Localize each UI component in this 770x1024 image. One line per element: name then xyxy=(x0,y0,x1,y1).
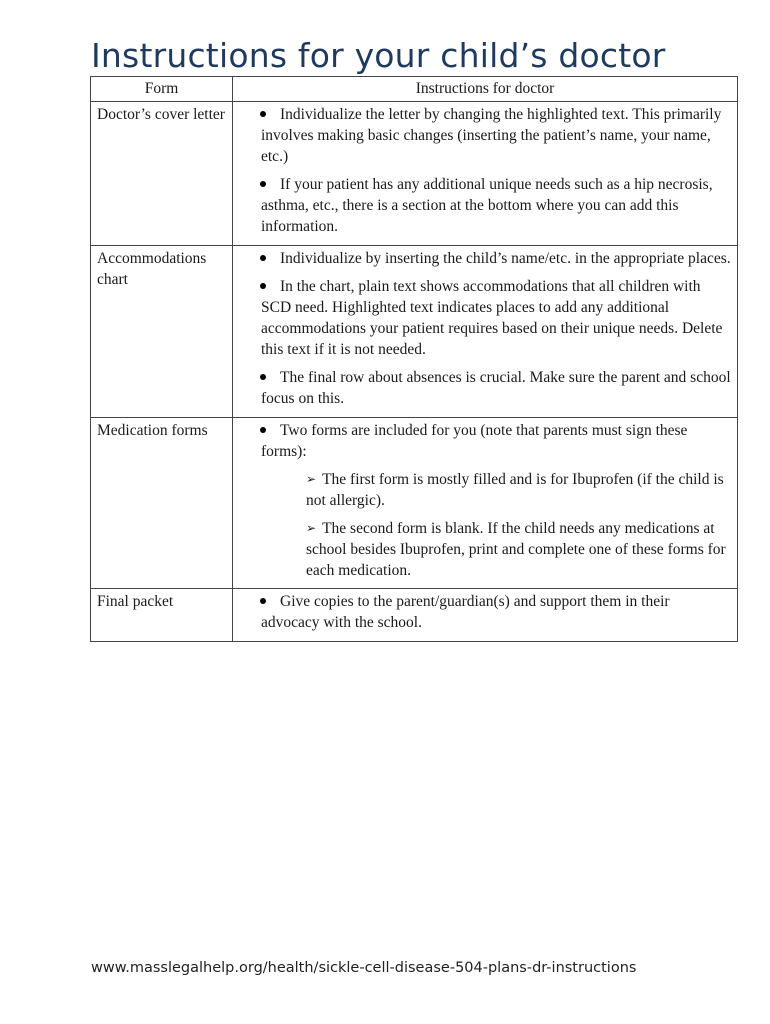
instructions-table xyxy=(90,76,738,642)
bullet-text: Two forms are included for you (note that parents must sign these forms): xyxy=(261,422,688,460)
form-cell: Medication forms xyxy=(91,418,233,589)
bullet-item xyxy=(261,367,731,409)
arrowhead-icon: ➢ xyxy=(306,521,317,535)
form-cell: Accommodations chart xyxy=(91,246,233,418)
table-row xyxy=(91,102,738,246)
bullet-text: In the chart, plain text shows accommodations that all children with SCD need. Highlighted text indicates places to add any additional accommodations your patient requires based on their unique needs. Delete this text if it is not needed. xyxy=(261,278,723,358)
bullet-icon xyxy=(260,427,266,433)
table-row xyxy=(91,418,738,589)
table-row xyxy=(91,246,738,418)
arrowhead-icon: ➢ xyxy=(306,472,317,486)
instructions-cell xyxy=(233,246,738,418)
page-title: Instructions for your child’s doctor xyxy=(91,36,666,75)
sub-bullet-text: The second form is blank. If the child needs any medications at school besides Ibuprofen, print and complete one of these forms for each medication. xyxy=(306,520,726,579)
sub-bullet-item xyxy=(306,518,731,581)
bullet-text: Individualize by inserting the child’s name/etc. in the appropriate places. xyxy=(280,250,731,267)
instructions-cell xyxy=(233,418,738,589)
bullet-icon xyxy=(260,181,266,187)
bullet-item xyxy=(261,104,731,167)
bullet-item xyxy=(261,248,731,269)
bullet-item xyxy=(261,276,731,360)
bullet-text: If your patient has any additional unique needs such as a hip necrosis, asthma, etc., there is a section at the bottom where you can add this information. xyxy=(261,176,713,235)
bullet-icon xyxy=(260,598,266,604)
bullet-icon xyxy=(260,255,266,261)
form-cell: Final packet xyxy=(91,589,233,642)
sub-bullet-item xyxy=(306,469,731,511)
bullet-icon xyxy=(260,283,266,289)
footer-url: www.masslegalhelp.org/health/sickle-cell-disease-504-plans-dr-instructions xyxy=(91,960,637,976)
sub-bullet-text: The first form is mostly filled and is for Ibuprofen (if the child is not allergic). xyxy=(306,471,724,509)
header-instructions: Instructions for doctor xyxy=(233,77,738,102)
instructions-cell xyxy=(233,589,738,642)
header-form: Form xyxy=(91,77,233,102)
bullet-text: Individualize the letter by changing the highlighted text. This primarily involves making basic changes (inserting the patient’s name, your name, etc.) xyxy=(261,106,722,165)
bullet-text: The final row about absences is crucial. Make sure the parent and school focus on this. xyxy=(261,369,731,407)
bullet-item xyxy=(261,591,731,633)
bullet-item xyxy=(261,420,731,462)
bullet-icon xyxy=(260,374,266,380)
table-header-row xyxy=(91,77,738,102)
bullet-text: Give copies to the parent/guardian(s) and support them in their advocacy with the school. xyxy=(261,593,670,631)
bullet-icon xyxy=(260,111,266,117)
instructions-cell xyxy=(233,102,738,246)
bullet-item xyxy=(261,174,731,237)
form-cell: Doctor’s cover letter xyxy=(91,102,233,246)
table-row xyxy=(91,589,738,642)
